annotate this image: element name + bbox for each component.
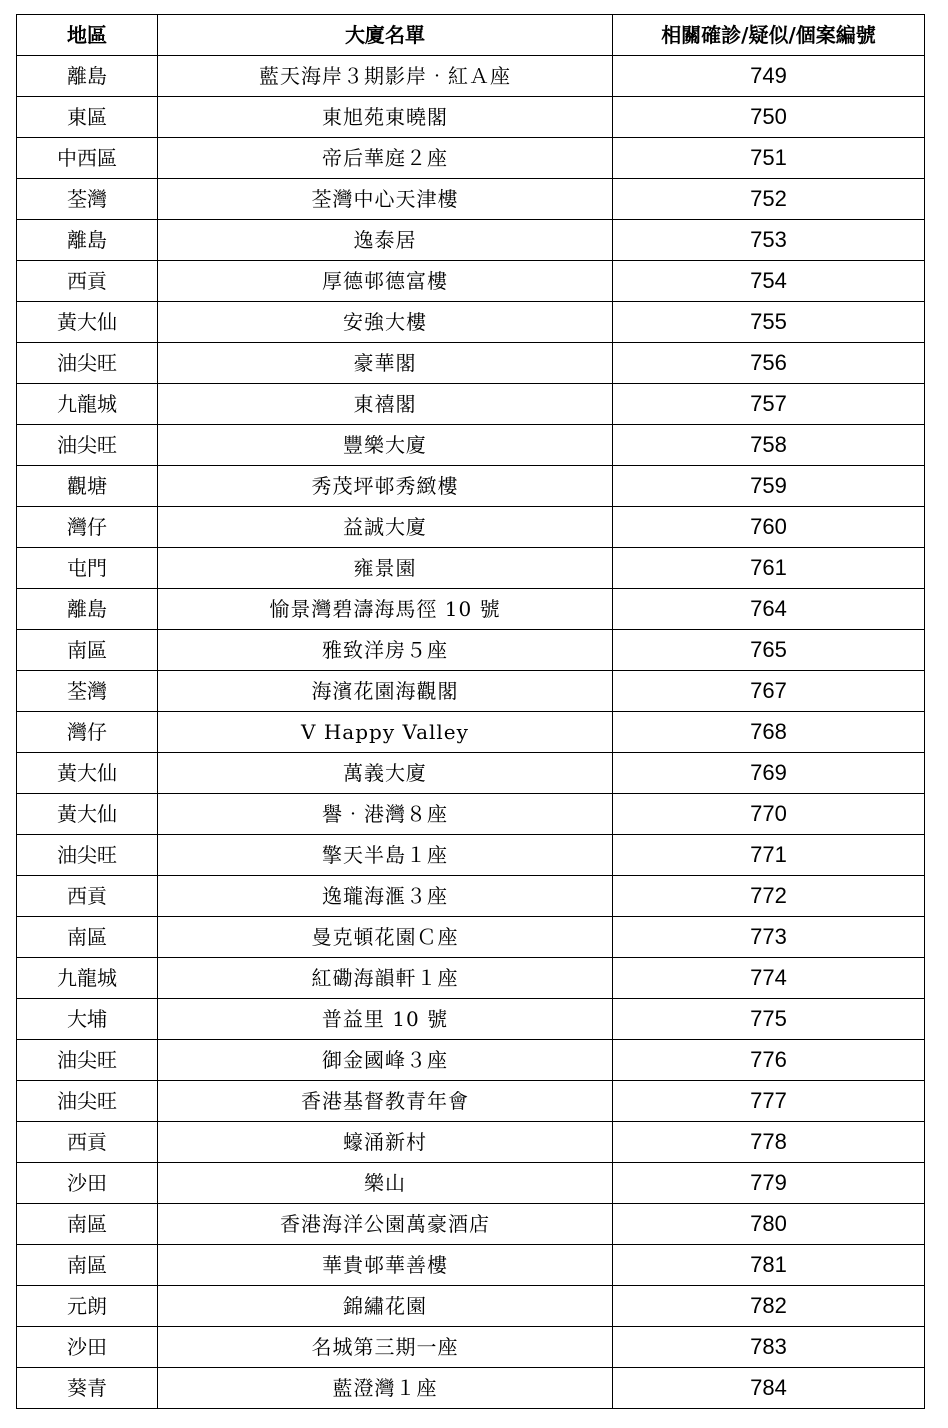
district-cell: 黃大仙 bbox=[17, 753, 158, 794]
district-cell: 西貢 bbox=[17, 261, 158, 302]
building-cell: 華貴邨華善樓 bbox=[158, 1245, 613, 1286]
case-number-cell: 783 bbox=[613, 1327, 925, 1368]
building-cell: 藍天海岸３期影岸‧紅Ａ座 bbox=[158, 56, 613, 97]
building-cell: 擎天半島１座 bbox=[158, 835, 613, 876]
case-number-cell: 755 bbox=[613, 302, 925, 343]
case-number-cell: 765 bbox=[613, 630, 925, 671]
case-number-cell: 749 bbox=[613, 56, 925, 97]
building-cell: 雍景園 bbox=[158, 548, 613, 589]
table-row bbox=[17, 794, 925, 835]
case-number-cell: 753 bbox=[613, 220, 925, 261]
building-cell: 名城第三期一座 bbox=[158, 1327, 613, 1368]
table-row bbox=[17, 589, 925, 630]
table-row bbox=[17, 261, 925, 302]
building-cell: 香港海洋公園萬豪酒店 bbox=[158, 1204, 613, 1245]
building-cell: 紅磡海韻軒１座 bbox=[158, 958, 613, 999]
table-row bbox=[17, 1327, 925, 1368]
header-building: 大廈名單 bbox=[158, 15, 613, 56]
case-number-cell: 775 bbox=[613, 999, 925, 1040]
district-cell: 東區 bbox=[17, 97, 158, 138]
case-number-cell: 780 bbox=[613, 1204, 925, 1245]
table-row bbox=[17, 425, 925, 466]
district-cell: 南區 bbox=[17, 1245, 158, 1286]
district-cell: 離島 bbox=[17, 589, 158, 630]
table-row bbox=[17, 1368, 925, 1409]
case-number-cell: 761 bbox=[613, 548, 925, 589]
district-cell: 南區 bbox=[17, 917, 158, 958]
building-cell: 安強大樓 bbox=[158, 302, 613, 343]
case-number-cell: 764 bbox=[613, 589, 925, 630]
district-cell: 屯門 bbox=[17, 548, 158, 589]
table-row bbox=[17, 1245, 925, 1286]
case-number-cell: 751 bbox=[613, 138, 925, 179]
case-number-cell: 772 bbox=[613, 876, 925, 917]
table-row bbox=[17, 671, 925, 712]
district-cell: 油尖旺 bbox=[17, 343, 158, 384]
table-row bbox=[17, 548, 925, 589]
case-number-cell: 752 bbox=[613, 179, 925, 220]
building-cell: 秀茂坪邨秀緻樓 bbox=[158, 466, 613, 507]
table-row bbox=[17, 384, 925, 425]
district-cell: 中西區 bbox=[17, 138, 158, 179]
table-row bbox=[17, 753, 925, 794]
district-cell: 南區 bbox=[17, 1204, 158, 1245]
table-header-row bbox=[17, 15, 925, 56]
case-number-cell: 769 bbox=[613, 753, 925, 794]
building-cell: 樂山 bbox=[158, 1163, 613, 1204]
case-number-cell: 782 bbox=[613, 1286, 925, 1327]
table-row bbox=[17, 835, 925, 876]
district-cell: 油尖旺 bbox=[17, 835, 158, 876]
district-cell: 灣仔 bbox=[17, 712, 158, 753]
case-number-cell: 767 bbox=[613, 671, 925, 712]
building-cell: 東旭苑東曉閣 bbox=[158, 97, 613, 138]
table-row bbox=[17, 220, 925, 261]
header-district: 地區 bbox=[17, 15, 158, 56]
case-number-cell: 778 bbox=[613, 1122, 925, 1163]
case-number-cell: 777 bbox=[613, 1081, 925, 1122]
district-cell: 葵青 bbox=[17, 1368, 158, 1409]
table-body bbox=[17, 56, 925, 1409]
case-number-cell: 781 bbox=[613, 1245, 925, 1286]
district-cell: 荃灣 bbox=[17, 671, 158, 712]
building-cell: 逸泰居 bbox=[158, 220, 613, 261]
district-cell: 油尖旺 bbox=[17, 1040, 158, 1081]
table-row bbox=[17, 1040, 925, 1081]
district-cell: 灣仔 bbox=[17, 507, 158, 548]
building-list-table bbox=[16, 14, 925, 1409]
case-number-cell: 773 bbox=[613, 917, 925, 958]
case-number-cell: 759 bbox=[613, 466, 925, 507]
building-cell: 豐樂大廈 bbox=[158, 425, 613, 466]
building-cell: 普益里 10 號 bbox=[158, 999, 613, 1040]
building-cell: 譽‧港灣８座 bbox=[158, 794, 613, 835]
case-number-cell: 768 bbox=[613, 712, 925, 753]
district-cell: 九龍城 bbox=[17, 384, 158, 425]
case-number-cell: 754 bbox=[613, 261, 925, 302]
district-cell: 沙田 bbox=[17, 1163, 158, 1204]
table-row bbox=[17, 302, 925, 343]
district-cell: 西貢 bbox=[17, 876, 158, 917]
table-row bbox=[17, 630, 925, 671]
building-cell: 豪華閣 bbox=[158, 343, 613, 384]
case-number-cell: 758 bbox=[613, 425, 925, 466]
case-number-cell: 771 bbox=[613, 835, 925, 876]
building-cell: 萬義大廈 bbox=[158, 753, 613, 794]
building-cell: 帝后華庭２座 bbox=[158, 138, 613, 179]
district-cell: 離島 bbox=[17, 220, 158, 261]
table-row bbox=[17, 1204, 925, 1245]
district-cell: 油尖旺 bbox=[17, 1081, 158, 1122]
table-row bbox=[17, 999, 925, 1040]
district-cell: 黃大仙 bbox=[17, 302, 158, 343]
case-number-cell: 757 bbox=[613, 384, 925, 425]
table-row bbox=[17, 1163, 925, 1204]
district-cell: 九龍城 bbox=[17, 958, 158, 999]
building-cell: V Happy Valley bbox=[158, 712, 613, 753]
district-cell: 大埔 bbox=[17, 999, 158, 1040]
table-row bbox=[17, 1286, 925, 1327]
building-cell: 海濱花園海觀閣 bbox=[158, 671, 613, 712]
case-number-cell: 774 bbox=[613, 958, 925, 999]
district-cell: 油尖旺 bbox=[17, 425, 158, 466]
table-row bbox=[17, 138, 925, 179]
building-cell: 逸瓏海滙３座 bbox=[158, 876, 613, 917]
building-cell: 御金國峰３座 bbox=[158, 1040, 613, 1081]
table-row bbox=[17, 343, 925, 384]
building-cell: 雅致洋房５座 bbox=[158, 630, 613, 671]
table-row bbox=[17, 1122, 925, 1163]
district-cell: 離島 bbox=[17, 56, 158, 97]
building-cell: 益誠大廈 bbox=[158, 507, 613, 548]
district-cell: 觀塘 bbox=[17, 466, 158, 507]
table-row bbox=[17, 179, 925, 220]
case-number-cell: 760 bbox=[613, 507, 925, 548]
case-number-cell: 750 bbox=[613, 97, 925, 138]
building-cell: 錦繡花園 bbox=[158, 1286, 613, 1327]
building-cell: 蠔涌新村 bbox=[158, 1122, 613, 1163]
building-cell: 東禧閣 bbox=[158, 384, 613, 425]
table-row bbox=[17, 56, 925, 97]
table-row bbox=[17, 1081, 925, 1122]
table-row bbox=[17, 466, 925, 507]
table-row bbox=[17, 97, 925, 138]
district-cell: 沙田 bbox=[17, 1327, 158, 1368]
district-cell: 黃大仙 bbox=[17, 794, 158, 835]
building-cell: 愉景灣碧濤海馬徑 10 號 bbox=[158, 589, 613, 630]
building-cell: 曼克頓花園Ｃ座 bbox=[158, 917, 613, 958]
building-cell: 荃灣中心天津樓 bbox=[158, 179, 613, 220]
table-row bbox=[17, 917, 925, 958]
district-cell: 南區 bbox=[17, 630, 158, 671]
header-case-number: 相關確診/疑似/個案編號 bbox=[613, 15, 925, 56]
district-cell: 西貢 bbox=[17, 1122, 158, 1163]
district-cell: 荃灣 bbox=[17, 179, 158, 220]
table-row bbox=[17, 507, 925, 548]
table-row bbox=[17, 712, 925, 753]
case-number-cell: 756 bbox=[613, 343, 925, 384]
case-number-cell: 776 bbox=[613, 1040, 925, 1081]
case-number-cell: 770 bbox=[613, 794, 925, 835]
building-cell: 香港基督教青年會 bbox=[158, 1081, 613, 1122]
table-row bbox=[17, 958, 925, 999]
case-number-cell: 779 bbox=[613, 1163, 925, 1204]
building-cell: 厚德邨德富樓 bbox=[158, 261, 613, 302]
district-cell: 元朗 bbox=[17, 1286, 158, 1327]
building-cell: 藍澄灣１座 bbox=[158, 1368, 613, 1409]
table-row bbox=[17, 876, 925, 917]
case-number-cell: 784 bbox=[613, 1368, 925, 1409]
